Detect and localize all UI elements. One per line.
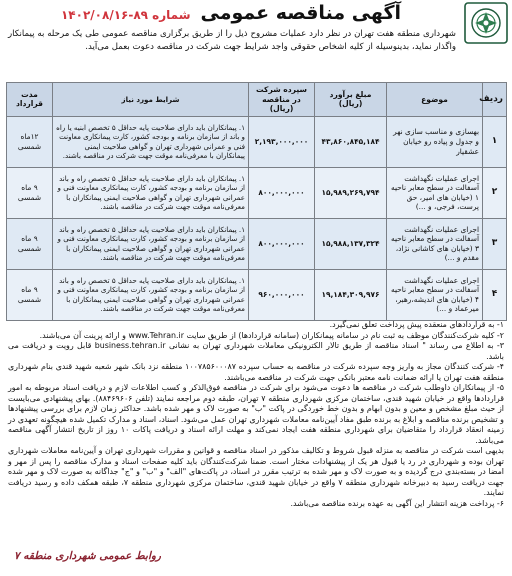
notice-intro: شهرداری منطقه هفت تهران در نظر دارد عملیات مشروح ذیل را از طریق برگزاری مناقصه عمومی طی یک مرحله به پیمانکار واگذار نماید، بدینوسیله از کلیه اشخاص حقوقی واجد شرایط جهت شرکت در مناقصه دعوت بعمل می‌آید.	[8, 29, 456, 52]
cell-conditions: ۱. پیمانکاران باید دارای صلاحیت پایه حداقل ۵ تخصص ابنیه یا راه و باند از سازمان برنامه و بودجه کشور، کارت پیمانکاری معاونت فنی و عمرانی شهرداری تهران و گواهی صلاحیت ایمنی پیمانکاران با معرفی‌نامه موقت جهت شرکت در مناقصه باشند.	[53, 116, 249, 167]
cell-duration: ۹ ماه شمسی	[7, 167, 53, 218]
cell-conditions: ۱. پیمانکاران باید دارای صلاحیت پایه حداقل ۵ تخصص راه و باند از سازمان برنامه و بودجه کشور، کارت پیمانکاری معاونت فنی و عمرانی شهرداری تهران و گواهی صلاحیت ایمنی پیمانکاران با معرفی‌نامه موقت جهت شرکت در مناقصه باشند.	[53, 269, 249, 320]
notice-header	[6, 2, 456, 26]
note-item: ۲- کلیه شرکت‌کنندگان موظف به ثبت نام در سامانه پیمانکاران (سامانه قراردادها) از طریق سایت www.Tehran.ir و ارائه پرینت آن می‌باشند.	[39, 330, 504, 340]
cell-budget: ۱۵,۹۸۸,۱۳۷,۳۲۴	[315, 218, 387, 269]
cell-budget: ۴۳,۸۶۰,۸۴۵,۱۸۴	[315, 116, 387, 167]
header-subject: موضوع	[387, 83, 483, 117]
note-item: بدیهی است شرکت در مناقصه به منزله قبول شروط و تکالیف مذکور در اسناد مناقصه و قوانین و مقررات شهرداری تهران و آیین‌نامه معاملات شهرداری تهران بوده و شهرداری در رد یا قبول هر یک از پیشنهادات مختار است. ضمنا شرکت‌کنندگان باید کلیه صفحات اسناد و مدارک مناقصه را پس از مهر و امضا در بسته‌بندی درج گردیده و به صورت لاک و مهر شده به ترتیب مقرر در اسناد، در پاکت‌های "الف" و "ب" و "ج" جداگانه به صورت لاک و مهر شده جهت دریافت رسید به دبیرخانه شهرداری منطقه ۷ واقع در خیابان شهید قندی، ساختمان مرکزی شهرداری منطقه ۷، طبقه همکف داده و رسید دریافت نمایند.	[8, 446, 504, 497]
cell-budget: ۱۵,۹۸۹,۲۶۹,۷۹۴	[315, 167, 387, 218]
notice-title: آگهی مناقصه عمومی	[200, 2, 402, 24]
cell-subject: اجرای عملیات نگهداشت آسفالت در سطح معابر ناحیه ۴ (خیابان های اندیشه،رهبر، میرعماد و ...)	[387, 269, 483, 320]
cell-subject: اجرای عملیات نگهداشت آسفالت در سطح معابر ناحیه ۳ (خیابان های کاشانی نژاد، مقدم و ...)	[387, 218, 483, 269]
cell-row-number: ۴	[483, 269, 507, 320]
cell-deposit: ۸۰۰,۰۰۰,۰۰۰	[249, 167, 315, 218]
table-row	[7, 116, 507, 167]
cell-conditions: ۱. پیمانکاران باید دارای صلاحیت پایه حداقل ۵ تخصص راه و باند از سازمان برنامه و بودجه کشور، کارت پیمانکاری معاونت فنی و عمرانی شهرداری تهران و گواهی صلاحیت ایمنی پیمانکاران با معرفی‌نامه موقت جهت شرکت در مناقصه باشند.	[53, 167, 249, 218]
tehran-municipality-logo-icon	[464, 2, 508, 44]
header-deposit: سپرده شرکت در مناقصه (ریال)	[249, 83, 315, 117]
note-item: ۳- به اطلاع می رساند " اسناد مناقصه از طریق تالار الکترونیکی معاملات شهرداری تهران به نشانی business.tehran.ir قابل رویت و دریافت می باشد.	[8, 341, 504, 361]
header-row-number: ردیف	[483, 83, 507, 117]
header-duration: مدت قرارداد	[7, 83, 53, 117]
public-relations-signature: روابط عمومی شهرداری منطقه ۷	[14, 550, 162, 562]
table-row	[7, 269, 507, 320]
notice-number: شماره ۸۹-۱۴۰۲/۰۸/۱۶	[60, 8, 191, 22]
cell-duration: ۹ ماه شمسی	[7, 218, 53, 269]
table-row	[7, 218, 507, 269]
note-item: ۵- از پیمانکاران داوطلب شرکت در مناقصه ها دعوت می‌شود برای شرکت در مناقصه فوق‌الذکر و کسب اطلاعات لازم و دریافت اسناد مربوطه به امور قراردادها واقع در خیابان شهید قندی، ساختمان مرکزی شهرداری منطقه ۷ تهران، طبقه دوم مراجعه نمایند (تلفن ۸۸۴۶۹۶۰۶). بهای پیشنهادی می‌بایست از حیث مبلغ مشخص و معین و بدون ابهام و بدون خط خوردگی در پاکت "ب" به صورت لاک و مهر شده باشد. حداکثر زمان لازم برای بررسی پیشنهادها و تشخیص برنده مناقصه و ابلاغ به برنده طبق مفاد آیین‌نامه معاملات شهرداری تهران عمل می‌شود. اسناد، اسناد و مدارک تکمیل شده هیچگونه تعهدی در زمینه انعقاد قرارداد را متقاضیان برای شهرداری منطقه هفت ایجاد نمی‌کند و مهلت ارائه اسناد و دریافت پاکات ۱۰ روز از تاریخ انتشار آگهی مناقصه می‌باشد.	[8, 383, 505, 445]
cell-deposit: ۲,۱۹۳,۰۰۰,۰۰۰	[249, 116, 315, 167]
table-header-row	[7, 83, 507, 117]
note-item: ۱- به قراردادهای منعقده پیش پرداخت تعلق نمی‌گیرد.	[329, 320, 504, 329]
cell-subject: اجرای عملیات نگهداشت آسفالت در سطح معابر ناحیه ۱ (خیابان های امیر، حق پرست، فرجی، و ...)	[387, 167, 483, 218]
notice-notes	[8, 320, 504, 509]
tender-table	[6, 82, 507, 321]
note-item: ۴- شرکت کنندگان مجاز به واریز وجه سپرده شرکت در مناقصه به حساب سپرده ۱۰۰۷۸۵۶۰۰۰۸۷ منطقه نزد بانک شهر شعبه شهید قندی بنام شهرداری منطقه هفت تهران یا ارائه ضمانت نامه معتبر بانکی جهت شرکت در مناقصه می‌باشند.	[8, 362, 505, 382]
cell-row-number: ۱	[483, 116, 507, 167]
cell-deposit: ۹۶۰,۰۰۰,۰۰۰	[249, 269, 315, 320]
table-row	[7, 167, 507, 218]
cell-row-number: ۳	[483, 218, 507, 269]
header-budget: مبلغ برآورد (ریال)	[315, 83, 387, 117]
cell-deposit: ۸۰۰,۰۰۰,۰۰۰	[249, 218, 315, 269]
cell-budget: ۱۹,۱۸۴,۳۰۹,۹۷۶	[315, 269, 387, 320]
cell-subject: بهسازی و مناسب سازی نهر و جدول و پیاده رو خیابان عشقیار	[387, 116, 483, 167]
note-item: ۶- پرداخت هزینه انتشار این آگهی به عهده برنده مناقصه می‌باشد.	[290, 498, 504, 508]
cell-duration: ۱۲ماه شمسی	[7, 116, 53, 167]
cell-duration: ۹ ماه شمسی	[7, 269, 53, 320]
cell-conditions: ۱. پیمانکاران باید دارای صلاحیت پایه حداقل ۵ تخصص راه و باند از سازمان برنامه و بودجه کشور، کارت پیمانکاری معاونت فنی و عمرانی شهرداری تهران و گواهی صلاحیت ایمنی پیمانکاران با معرفی‌نامه موقت جهت شرکت در مناقصه باشند.	[53, 218, 249, 269]
cell-row-number: ۲	[483, 167, 507, 218]
header-conditions: شرایط مورد نیاز	[53, 83, 249, 117]
